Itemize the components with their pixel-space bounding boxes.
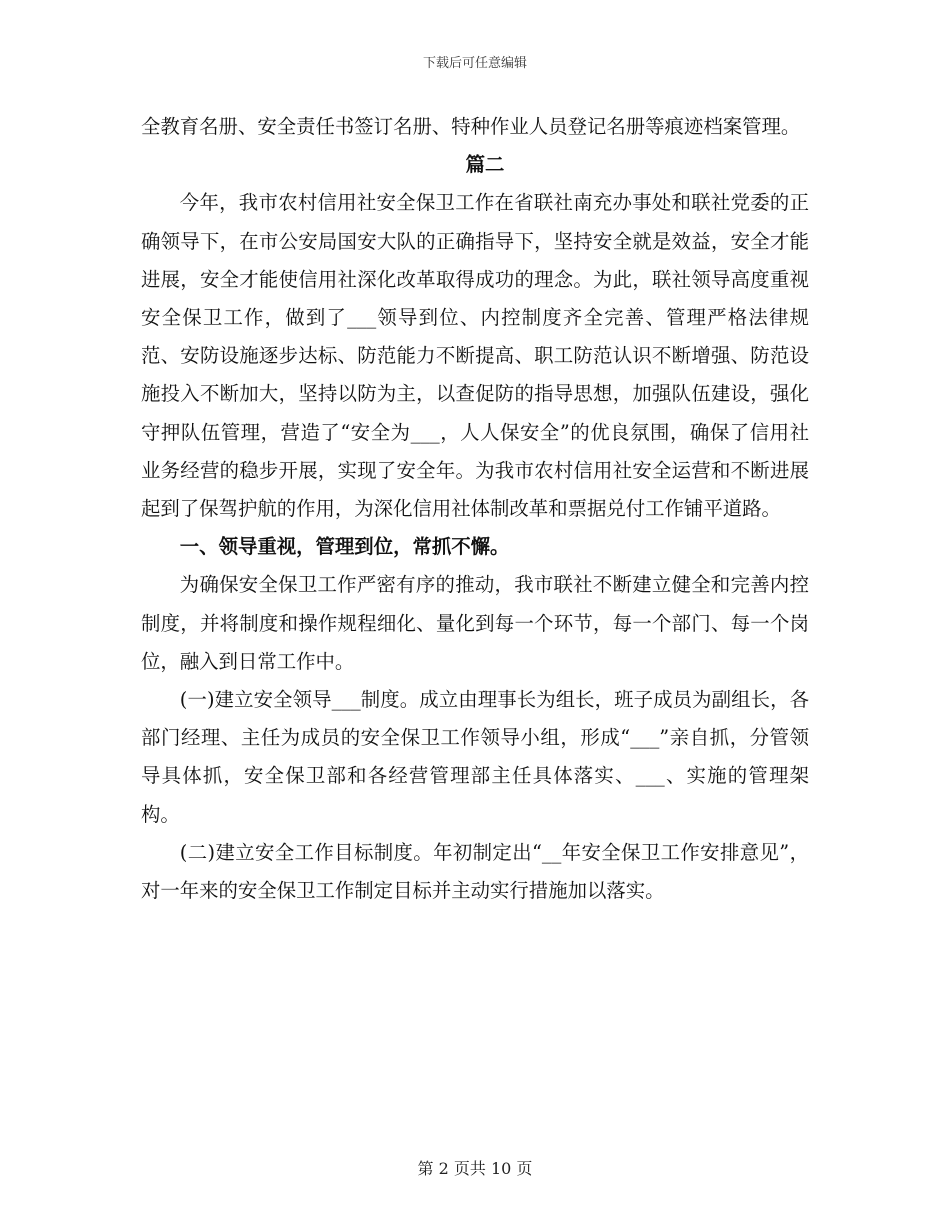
paragraph-continuation: 全教育名册、安全责任书签订名册、特种作业人员登记名册等痕迹档案管理。 bbox=[141, 115, 801, 138]
paragraph-item-2: (二)建立安全工作目标制度。年初制定出“__年安全保卫工作安排意见”，对一年来的安全保卫工作制定目标并主动实行措施加以落实。 bbox=[141, 840, 809, 903]
page-header: 下载后可任意编辑 bbox=[422, 56, 527, 71]
paragraph-overview: 为确保安全保卫工作严密有序的推动，我市联社不断建立健全和完善内控制度，并将制度和操作规程细化、量化到每一个环节，每一个部门、每一个岗位，融入到日常工作中。 bbox=[141, 573, 809, 673]
section-heading: 一、领导重视，管理到位，常抓不懈。 bbox=[179, 535, 510, 559]
section-title: 篇二 bbox=[465, 153, 505, 177]
document-body bbox=[141, 108, 809, 910]
paragraph-intro: 今年，我市农村信用社安全保卫工作在省联社南充办事处和联社党委的正确领导下，在市公安局国安大队的正确指导下，坚持安全就是效益，安全才能进展，安全才能使信用社深化改革取得成功的理念。为此，联社领导高度重视安全保卫工作，做到了___领导到位、内控制度齐全完善、管理严格法律规范、安防设施逐步达标、防范能力不断提高、职工防范认识不断增强、防范设施投入不断加大，坚持以防为主，以查促防的指导思想，加强队伍建设，强化守押队伍管理，营造了“安全为___，人人保安全”的优良氛围，确保了信用社业务经营的稳步开展，实现了安全年。为我市农村信用社安全运营和不断进展起到了保驾护航的作用，为深化信用社体制改革和票据兑付工作铺平道路。 bbox=[141, 191, 809, 521]
paragraph-item-1: (一)建立安全领导___制度。成立由理事长为组长，班子成员为副组长，各部门经理、主任为成员的安全保卫工作领导小组，形成“___”亲自抓，分管领导具体抓，安全保卫部和各经营管理部主任具体落实、___、实施的管理架构。 bbox=[141, 688, 809, 826]
page-footer: 第 2 页共 10 页 bbox=[417, 1159, 533, 1178]
